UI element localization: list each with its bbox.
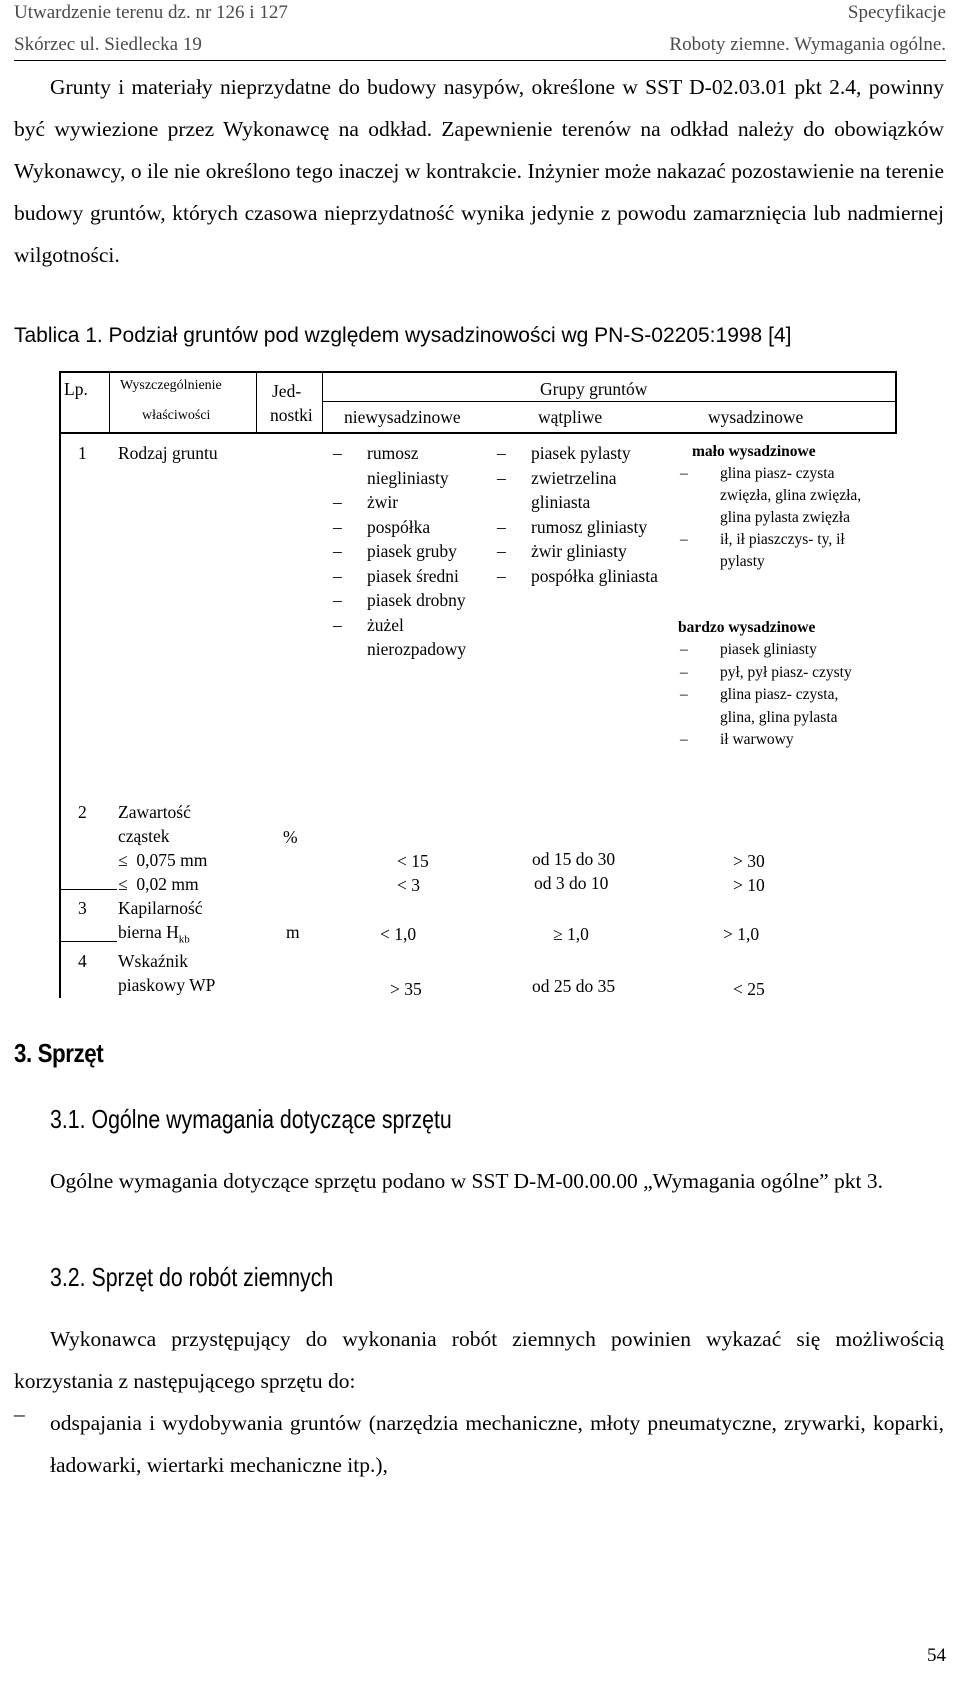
table-head-groups: Grupy gruntów — [540, 379, 648, 399]
list-item: – piasek gruby — [333, 539, 493, 564]
table-row-rule — [59, 889, 117, 890]
row4-col-a: > 35 — [390, 979, 422, 999]
list-item: – pył, pył piasz- czysty — [680, 662, 870, 685]
row3-col-a: < 1,0 — [380, 924, 417, 944]
table-border-left — [59, 371, 61, 998]
greater-equal-icon: ≥ — [553, 924, 563, 944]
row1-col-c-group-low — [680, 463, 870, 573]
table-border-top — [59, 371, 897, 373]
header-section: Roboty ziemne. Wymagania ogólne. — [669, 34, 946, 55]
row3-col-c: > 1,0 — [723, 924, 760, 944]
list-item: – pospółka — [333, 515, 493, 540]
list-item: – rumosz niegliniasty — [333, 441, 493, 490]
row1-col-b-list — [497, 441, 662, 588]
list-item: – ił warwowy — [680, 729, 870, 752]
dash-icon: – — [14, 1402, 25, 1426]
table-row-rule — [59, 941, 117, 942]
row1-col-c-group-high — [680, 639, 870, 752]
header-address: Skórzec ul. Siedlecka 19 — [14, 34, 202, 55]
row1-lp: 1 — [78, 443, 87, 463]
subsection-3-1-heading: 3.1. Ogólne wymagania dotyczące sprzętu — [50, 1104, 452, 1134]
row4-lp: 4 — [78, 951, 87, 971]
row2-col-a-1: < 15 — [397, 851, 429, 871]
table-col-sep — [256, 371, 257, 432]
row2-col-c-2: > 10 — [733, 875, 765, 895]
row2-col-b-2: od 3 do 10 — [534, 873, 609, 893]
list-item: – piasek drobny — [333, 588, 493, 613]
table-head-spec-2: właściwości — [142, 408, 211, 423]
list-item: – rumosz gliniasty — [497, 515, 662, 540]
row3-name-1: Kapilarność — [118, 898, 203, 918]
list-item: – piasek pylasty — [497, 441, 662, 466]
subsection-3-2-heading: 3.2. Sprzęt do robót ziemnych — [50, 1262, 334, 1292]
row4-name-2: piaskowy WP — [118, 975, 216, 995]
list-item: – glina piasz- czysta, glina, glina pylasta — [680, 684, 870, 729]
subsection-3-1-text: Ogólne wymagania dotyczące sprzętu podano w SST D-M-00.00.00 „Wymagania ogólne” pkt 3. — [50, 1169, 884, 1193]
table-head-unit-2: nostki — [270, 405, 313, 425]
list-item: – żwir — [333, 490, 493, 515]
row2-col-c-1: > 30 — [733, 851, 765, 871]
list-item: – glina piasz- czysta zwięzła, glina zwięzła, glina pylasta zwięzła — [680, 463, 870, 529]
row2-col-b-1: od 15 do 30 — [532, 849, 616, 869]
header-title: Utwardzenie terenu dz. nr 126 i 127 — [14, 2, 288, 23]
row2-lp: 2 — [78, 802, 87, 822]
intro-paragraph: Grunty i materiały nieprzydatne do budowy nasypów, określone w SST D-02.03.01 pkt 2.4, powinny być wywiezione przez Wykonawcę na odkład. Zapewnienie terenów na odkład należy do obowiązków Wykonawcy, o ile nie określono tego inaczej w kontrakcie. Inżynier może nakazać pozostawienie na terenie budowy gruntów, których czasowa nieprzydatność wynika jedynie z powodu zamarznięcia lub nadmiernej wilgotności. — [14, 75, 944, 267]
list-item: – żwir gliniasty — [497, 539, 662, 564]
row1-name: Rodzaj gruntu — [118, 443, 218, 463]
row3-lp: 3 — [78, 898, 87, 918]
section-3-heading: 3. Sprzęt — [14, 1038, 104, 1068]
table-head-spec-1: Wyszczególnienie — [120, 378, 222, 393]
table-head-unit-1: Jed- — [272, 381, 302, 401]
row4-col-b: od 25 do 35 — [532, 976, 616, 996]
row2-col-a-2: < 3 — [397, 875, 420, 895]
list-item: – żużel nierozpadowy — [333, 613, 493, 662]
row2-name-1: Zawartość — [118, 802, 191, 822]
page-number: 54 — [927, 1645, 946, 1666]
bullet-item: odspajania i wydobywania gruntów (narzędzia mechaniczne, młoty pneumatyczne, zrywarki, koparki, ładowarki, wiertarki mechaniczne itp.), — [50, 1411, 944, 1477]
row2-sub-1: ≤ 0,075 mm — [118, 850, 208, 870]
row1-col-c-head-high: bardzo wysadzinowe — [678, 619, 816, 636]
row3-col-b: ≥ 1,0 — [553, 924, 589, 944]
table-header-rule — [59, 432, 897, 434]
row2-unit: % — [283, 827, 298, 847]
row1-col-a-list — [333, 441, 493, 662]
row3-unit: m — [286, 922, 300, 942]
row2-sub-2: ≤ 0,02 mm — [118, 874, 199, 894]
row4-name-1: Wskaźnik — [118, 951, 188, 971]
subsection-3-2-text: Wykonawca przystępujący do wykonania robót ziemnych powinien wykazać się możliwością korzystania z następującego sprzętu do: — [14, 1327, 944, 1393]
row2-name-2: cząstek — [118, 826, 170, 846]
header-rule — [14, 60, 946, 61]
row1-col-c-head-low: mało wysadzinowe — [692, 443, 816, 460]
table-caption: Tablica 1. Podział gruntów pod względem wysadzinowości wg PN-S-02205:1998 [4] — [14, 324, 792, 347]
table-head-col-a: niewysadzinowe — [344, 407, 461, 427]
less-equal-icon: ≤ — [118, 874, 128, 894]
list-item: – piasek gliniasty — [680, 639, 870, 662]
table-head-lp: Lp. — [64, 379, 88, 399]
list-item: – ił, ił piaszczys- ty, ił pylasty — [680, 529, 870, 573]
less-equal-icon: ≤ — [118, 850, 128, 870]
header-doc-type: Specyfikacje — [847, 2, 946, 23]
row3-name-2: bierna $H_{kb}$ — [118, 922, 190, 946]
table-head-col-b: wątpliwe — [538, 407, 603, 427]
table-col-sep — [109, 371, 110, 432]
list-item: – piasek średni — [333, 564, 493, 589]
list-item: – zwietrzelina gliniasta — [497, 466, 662, 515]
list-item: – pospółka gliniasta — [497, 564, 662, 589]
row4-col-c: < 25 — [733, 979, 765, 999]
table-head-col-c: wysadzinowe — [708, 407, 804, 427]
